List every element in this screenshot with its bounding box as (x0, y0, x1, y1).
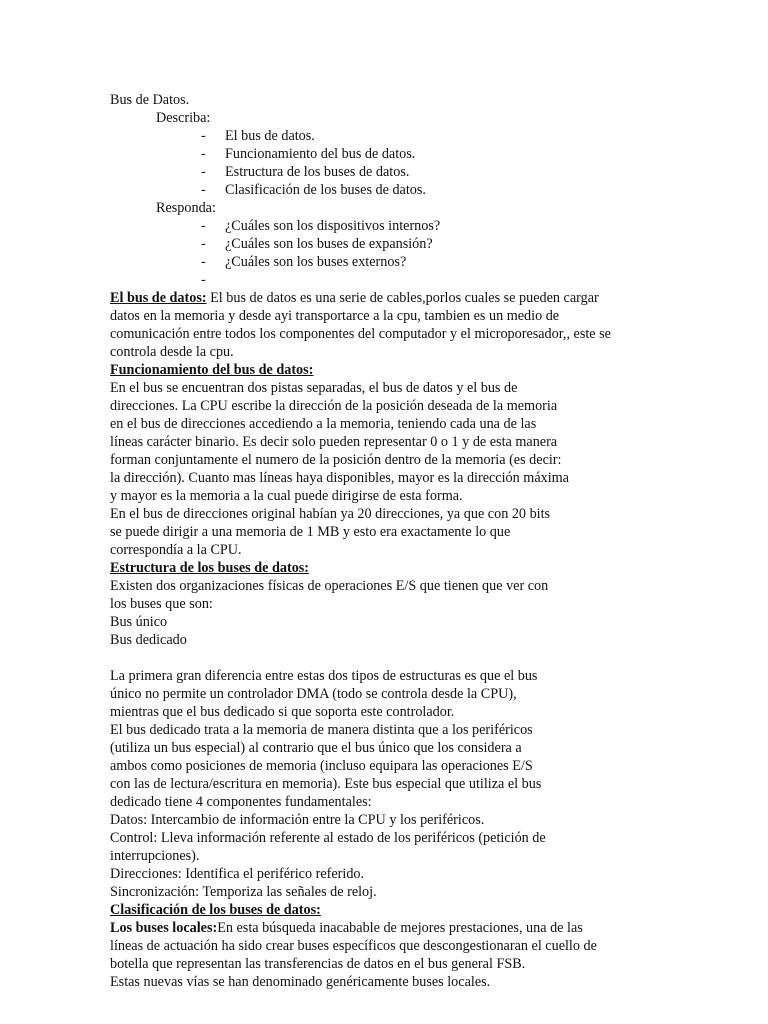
responda-item (110, 253, 670, 271)
responda-label: Responda: (156, 200, 216, 216)
paragraph-line: se puede dirigir a una memoria de 1 MB y esto era exactamente lo que (110, 524, 511, 540)
paragraph-line: En el bus se encuentran dos pistas separadas, el bus de datos y el bus de (110, 380, 518, 396)
paragraph-line: y mayor es la memoria a la cual puede dirigirse de esta forma. (110, 488, 463, 504)
paragraph-line: Bus único (110, 614, 168, 630)
bullet-dash: - (201, 146, 206, 162)
paragraph-line: dedicado tiene 4 componentes fundamentales: (110, 794, 372, 810)
paragraph-line: Existen dos organizaciones físicas de operaciones E/S que tienen que ver con (110, 578, 549, 594)
blank-line (110, 649, 670, 667)
responda-item (110, 235, 670, 253)
responda-item (110, 271, 670, 289)
paragraph-line: Bus dedicado (110, 632, 187, 648)
paragraph-line: los buses que son: (110, 596, 213, 612)
paragraph-line: Estas nuevas vías se han denominado genéricamente buses locales. (110, 974, 491, 990)
bullet-dash: - (201, 128, 206, 144)
paragraph-line (110, 289, 670, 307)
bullet-dash: - (201, 254, 206, 270)
paragraph-line: con las de lectura/escritura en memoria). Este bus especial que utiliza el bus (110, 776, 542, 792)
describa-item-text: El bus de datos. (225, 128, 315, 144)
describa-item-text: Estructura de los buses de datos. (225, 164, 410, 180)
paragraph-line: mientras que el bus dedicado si que soporta este controlador. (110, 704, 455, 720)
paragraph-line: botella que representan las transferencias de datos en el bus general FSB. (110, 956, 526, 972)
section-heading-estructura: Estructura de los buses de datos: (110, 560, 310, 576)
describa-item (110, 127, 670, 145)
describa-item-text: Clasificación de los buses de datos. (225, 182, 426, 198)
paragraph-line: la dirección). Cuanto mas líneas haya disponibles, mayor es la dirección máxima (110, 470, 569, 486)
document-body (110, 91, 670, 991)
paragraph-line: líneas carácter binario. Es decir solo pueden representar 0 o 1 y de esta manera (110, 434, 558, 450)
paragraph-line: en el bus de direcciones accediendo a la memoria, teniendo cada una de las (110, 416, 537, 432)
describa-item-text: Funcionamiento del bus de datos. (225, 146, 416, 162)
paragraph-line: Direcciones: Identifica el periférico referido. (110, 866, 365, 882)
paragraph-line: Datos: Intercambio de información entre la CPU y los periféricos. (110, 812, 485, 828)
paragraph-line: Control: Lleva información referente al estado de los periféricos (petición de (110, 830, 546, 846)
section-heading-funcionamiento: Funcionamiento del bus de datos: (110, 362, 314, 378)
section-heading-clasificacion: Clasificación de los buses de datos: (110, 902, 321, 918)
bullet-dash: - (201, 164, 206, 180)
responda-item (110, 217, 670, 235)
paragraph-line: La primera gran diferencia entre estas dos tipos de estructuras es que el bus (110, 668, 538, 684)
paragraph-text: El bus de datos es una serie de cables,porlos cuales se pueden cargar (206, 290, 599, 306)
bullet-dash: - (201, 218, 206, 234)
bullet-dash: - (201, 182, 206, 198)
describa-item (110, 163, 670, 181)
describa-item (110, 145, 670, 163)
paragraph-line: Sincronización: Temporiza las señales de reloj. (110, 884, 377, 900)
bullet-dash: - (201, 272, 206, 288)
lead-term-buses-locales: Los buses locales: (110, 920, 218, 936)
responda-item-text: ¿Cuáles son los dispositivos internos? (225, 218, 441, 234)
bullet-dash: - (201, 236, 206, 252)
paragraph-line: comunicación entre todos los componentes del computador y el microporesador,, este se (110, 326, 611, 342)
paragraph-line: En el bus de direcciones original habían ya 20 direcciones, ya que con 20 bits (110, 506, 551, 522)
paragraph-line: interrupciones). (110, 848, 200, 864)
paragraph-line: ambos como posiciones de memoria (incluso equipara las operaciones E/S (110, 758, 533, 774)
paragraph-line: controla desde la cpu. (110, 344, 234, 360)
describa-label: Describa: (156, 110, 211, 126)
paragraph-line: datos en la memoria y desde ayi transportarce a la cpu, tambien es un medio de (110, 308, 560, 324)
paragraph-line: El bus dedicado trata a la memoria de manera distinta que a los periféricos (110, 722, 533, 738)
paragraph-line: (utiliza un bus especial) al contrario que el bus único que los considera a (110, 740, 522, 756)
responda-item-text: ¿Cuáles son los buses externos? (225, 254, 407, 270)
paragraph-line (110, 919, 670, 937)
responda-item-text: ¿Cuáles son los buses de expansión? (225, 236, 433, 252)
section-heading-bus-de-datos: El bus de datos: (110, 290, 207, 306)
paragraph-line: correspondía a la CPU. (110, 542, 242, 558)
paragraph-line: forman conjuntamente el numero de la posición dentro de la memoria (es decir: (110, 452, 562, 468)
paragraph-line: único no permite un controlador DMA (todo se controla desde la CPU), (110, 686, 517, 702)
paragraph-line: direcciones. La CPU escribe la dirección de la posición deseada de la memoria (110, 398, 558, 414)
doc-title: Bus de Datos. (110, 92, 190, 108)
paragraph-text: En esta búsqueda inacabable de mejores prestaciones, una de las (217, 920, 583, 936)
paragraph-line: líneas de actuación ha sido crear buses específicos que descongestionaran el cuello de (110, 938, 597, 954)
describa-item (110, 181, 670, 199)
